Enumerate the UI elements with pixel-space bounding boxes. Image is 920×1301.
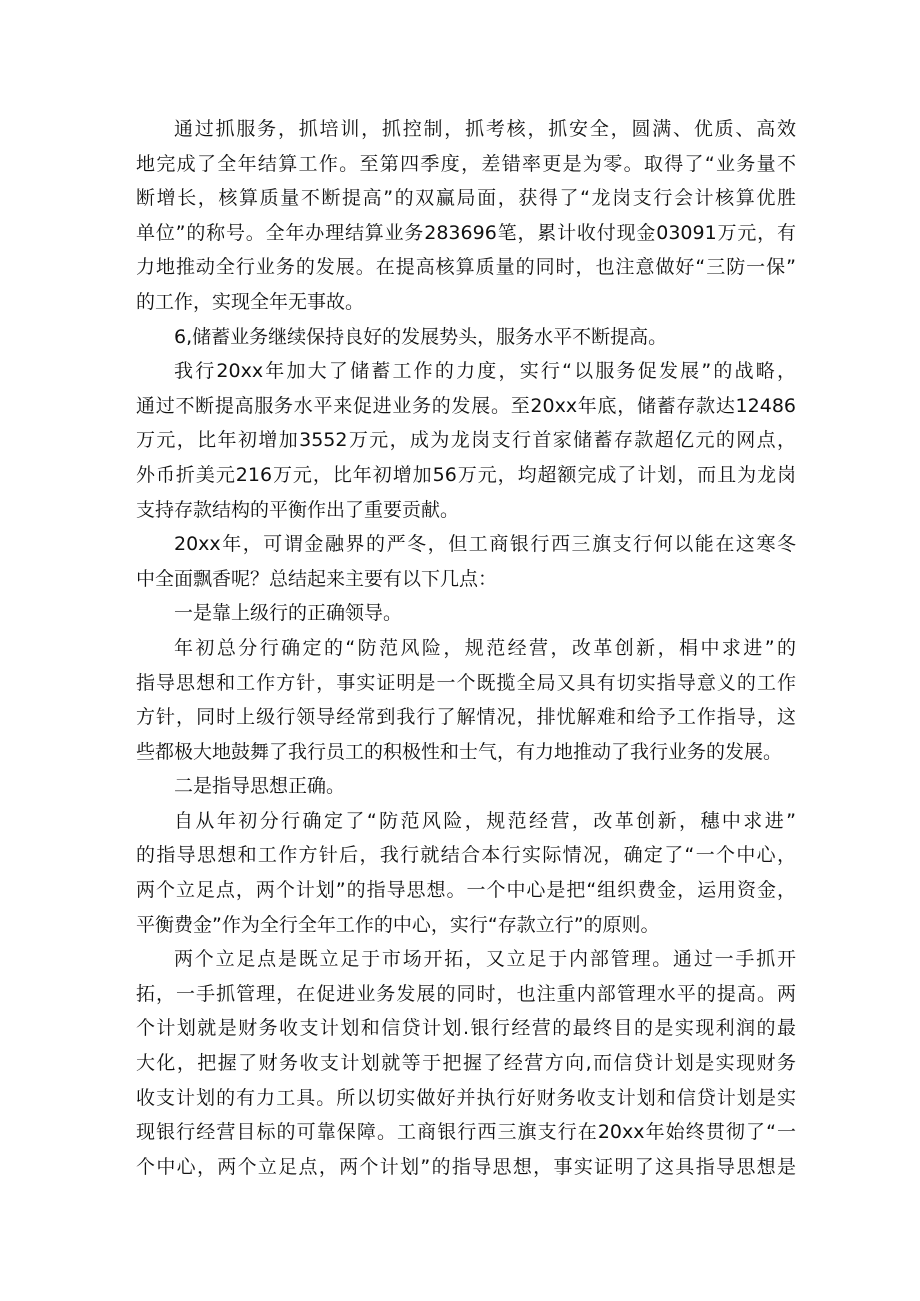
paragraph-line: 力地推动全行业务的发展。在提高核算质量的同时，也注意做好“三防一保” <box>136 256 796 279</box>
paragraph-line: 现银行经营目标的可靠保障。工商银行西三旗支行在20xx年始终贯彻了“一 <box>136 1121 796 1144</box>
paragraph-line: 的工作，实现全年无事故。 <box>136 290 365 313</box>
paragraph-line: 收支计划的有力工具。所以切实做好并执行好财务收支计划和信贷计划是实 <box>136 1086 796 1109</box>
paragraph-line: 方针，同时上级行领导经常到我行了解情况，排忧解难和给予工作指导，这 <box>136 706 796 729</box>
section-heading: 二是指导思想正确。 <box>174 775 346 798</box>
paragraph-line: 自从年初分行确定了“防范风险，规范经营，改革创新，穗中求进” <box>174 809 796 832</box>
paragraph-line: 20xx年，可谓金融界的严冬，但工商银行西三旗支行何以能在这寒冬 <box>174 533 796 556</box>
paragraph-line: 地完成了全年结算工作。至第四季度，差错率更是为零。取得了“业务量不 <box>136 152 796 175</box>
paragraph-line: 通过不断提高服务水平来促进业务的发展。至20xx年底，储蓄存款达12486 <box>136 394 796 417</box>
paragraph-line: 两个立足点，两个计划”的指导思想。一个中心是把“组织费金，运用资金， <box>136 879 796 902</box>
paragraph-line: 通过抓服务，抓培训，抓控制，抓考核，抓安全，圆满、优质、高效 <box>174 118 796 140</box>
paragraph-line: 个计划就是财务收支计划和信贷计划.银行经营的最终目的是实现利润的最 <box>136 1017 796 1040</box>
paragraph-line: 两个立足点是既立足于市场开拓，又立足于内部管理。通过一手抓开 <box>174 948 796 971</box>
paragraph-line: 支持存款结构的平衡作出了重要贡献。 <box>136 498 460 521</box>
paragraph-line: 大化，把握了财务收支计划就等于把握了经营方向,而信贷计划是实现财务 <box>136 1052 796 1075</box>
paragraph-line: 外币折美元216万元，比年初增加56万元，均超额完成了计划，而且为龙岗 <box>136 463 796 486</box>
paragraph-line: 些都极大地鼓舞了我行员工的积极性和士气，有力地推动了我行业务的发展。 <box>136 740 783 763</box>
paragraph-line: 断增长，核算质量不断提高”的双赢局面，获得了“龙岗支行会计核算优胜 <box>136 187 796 210</box>
paragraph-line: 我行20xx年加大了储蓄工作的力度，实行“以服务促发展”的战略， <box>174 360 796 383</box>
paragraph-line: 单位”的称号。全年办理结算业务283696笔，累计收付现金03091万元，有 <box>136 221 796 244</box>
body-text <box>136 112 796 1184</box>
paragraph-line: 的指导思想和工作方针后，我行就结合本行实际情况，确定了“一个中心， <box>136 844 796 867</box>
paragraph-line: 拓，一手抓管理，在促进业务发展的同时，也注重内部管理水平的提高。两 <box>136 982 796 1005</box>
paragraph-line: 指导思想和工作方针，事实证明是一个既揽全局又具有切实指导意义的工作 <box>136 671 796 694</box>
paragraph-line: 平衡费金”作为全行全年工作的中心，实行“存款立行”的原则。 <box>136 913 660 936</box>
paragraph-line: 中全面飘香呢？总结起来主要有以下几点： <box>136 567 498 590</box>
paragraph-line: 年初总分行确定的“防范风险，规范经营，改革创新，梋中求进”的 <box>174 636 796 659</box>
paragraph-line: 个中心，两个立足点，两个计划”的指导思想，事实证明了这具指导思想是 <box>136 1155 796 1178</box>
section-heading: 一是靠上级行的正确领导。 <box>174 602 403 625</box>
section-heading: 6,储蓄业务继续保持良好的发展势头，服务水平不断提高。 <box>174 325 668 348</box>
paragraph-line: 万元，比年初增加3552万元，成为龙岗支行首家储蓄存款超亿元的网点， <box>136 429 796 452</box>
